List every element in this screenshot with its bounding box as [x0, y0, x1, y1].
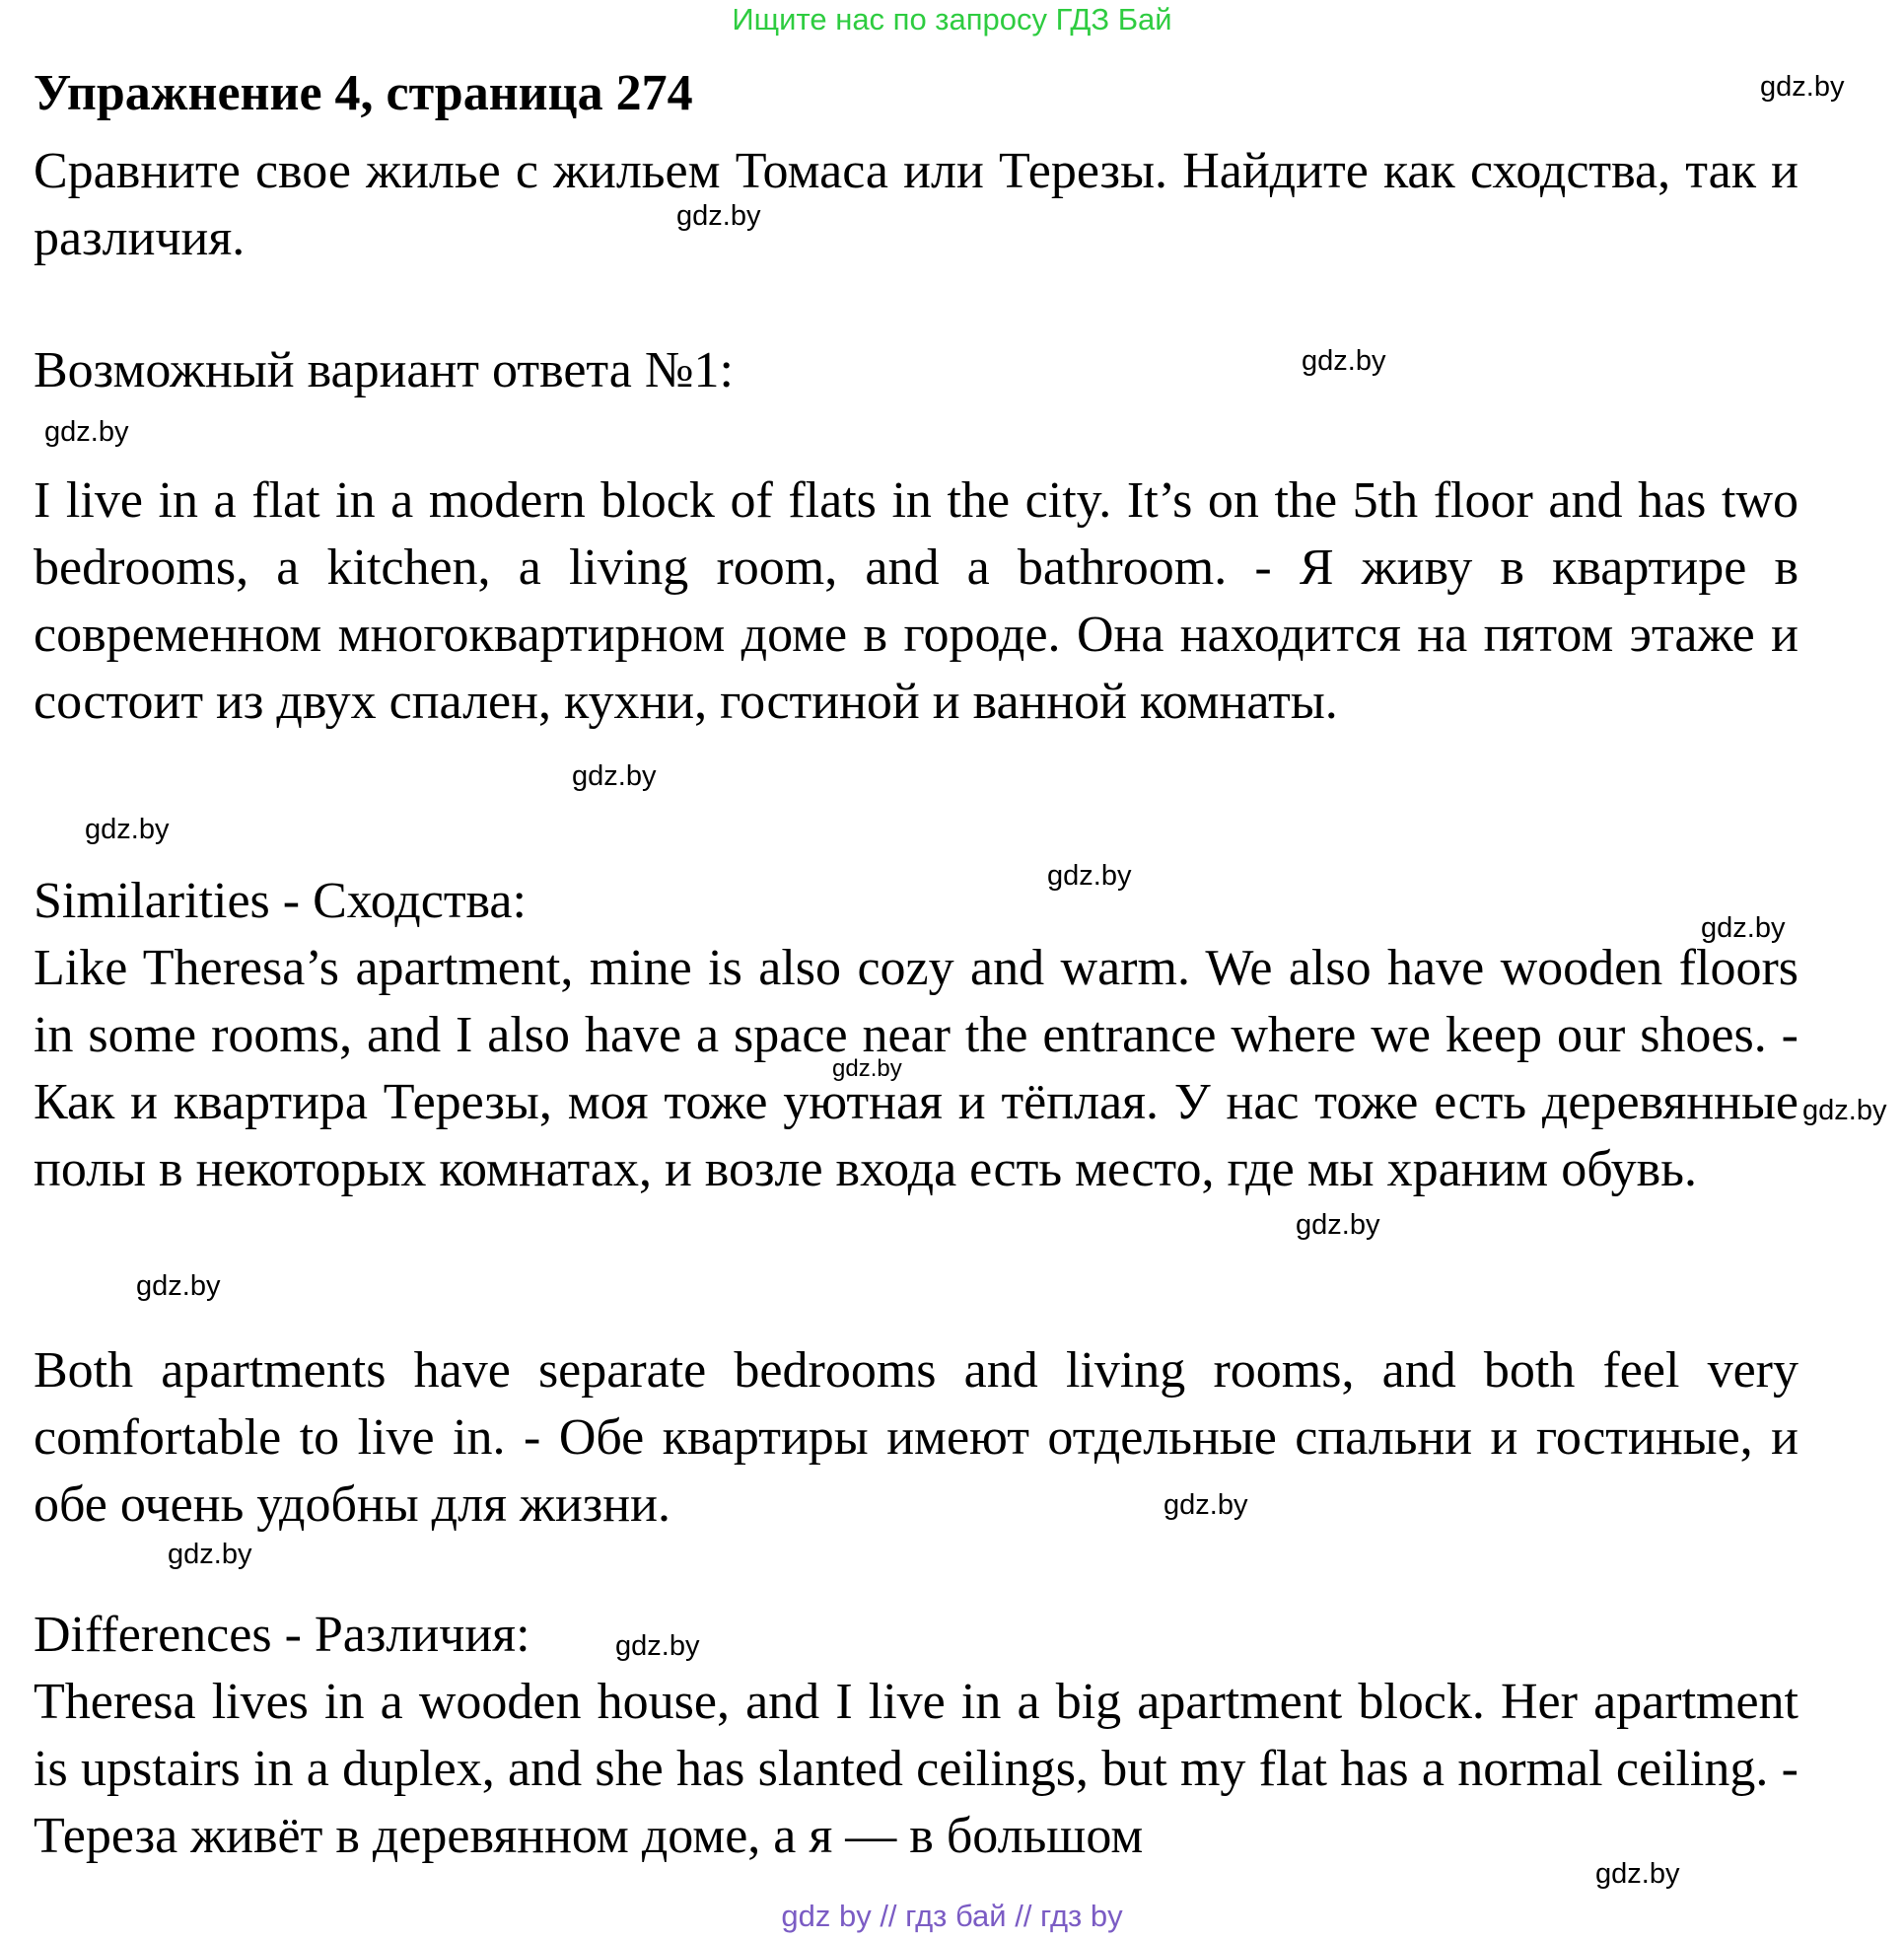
watermark: gdz.by [572, 760, 657, 792]
differences-heading: Differences - Различия: [34, 1607, 530, 1663]
footer-links[interactable]: gdz by // гдз бай // гдз by [781, 1899, 1123, 1933]
watermark: gdz.by [1701, 912, 1786, 944]
page-title: Упражнение 4, страница 274 [34, 65, 693, 121]
watermark: gdz.by [832, 1055, 902, 1082]
watermark: gdz.by [136, 1270, 221, 1302]
watermark: gdz.by [1302, 345, 1386, 377]
task-text: Сравните свое жилье с жильем Томаса или Терезы. Найдите как сходства, так и различия. [34, 143, 1798, 266]
answer-intro-paragraph: I live in a flat in a modern block of flats in the city. It’s on the 5th floor and has two bedrooms, a kitchen, a living room, and a bathroom. - Я живу в квартире в современном многоквартирном доме в городе. Она находится на пятом этаже и состоит из двух спален, кухни, гостиной и ванной комнаты. [34, 472, 1798, 730]
watermark: gdz.by [1047, 860, 1132, 892]
watermark: gdz.by [1760, 71, 1845, 103]
watermark: gdz.by [1164, 1489, 1248, 1521]
watermark: gdz.by [615, 1630, 700, 1662]
similarities-heading: Similarities - Сходства: [34, 873, 527, 929]
watermark: gdz.by [85, 814, 170, 845]
watermark: gdz.by [1296, 1209, 1380, 1241]
top-banner[interactable]: Ищите нас по запросу ГДЗ Бай [732, 2, 1172, 36]
similarities-paragraph-2: Both apartments have separate bedrooms and living rooms, and both feel very comfortable to live in. - Обе квартиры имеют отдельные спальни и гостиные, и обе очень удобны для жизни. [34, 1342, 1798, 1533]
watermark: gdz.by [1802, 1095, 1887, 1126]
watermark: gdz.by [676, 200, 761, 232]
similarities-paragraph-1: Like Theresa’s apartment, mine is also cozy and warm. We also have wooden floors in some rooms, and I also have a space near the entrance where we keep our shoes. - Как и квартира Терезы, моя тоже уютная и тёплая. У нас тоже есть деревянные полы в некоторых комнатах, и возле входа есть место, где мы храним обувь. [34, 940, 1798, 1197]
differences-paragraph-1: Theresa lives in a wooden house, and I live in a big apartment block. Her apartment is upstairs in a duplex, and she has slanted ceilings, but my flat has a normal ceiling. - Тереза живёт в деревянном доме, а я — в большом [34, 1674, 1798, 1864]
watermark: gdz.by [44, 416, 129, 448]
answer-variant-label: Возможный вариант ответа №1: [34, 342, 734, 398]
watermark: gdz.by [168, 1539, 252, 1570]
watermark: gdz.by [1595, 1858, 1680, 1890]
